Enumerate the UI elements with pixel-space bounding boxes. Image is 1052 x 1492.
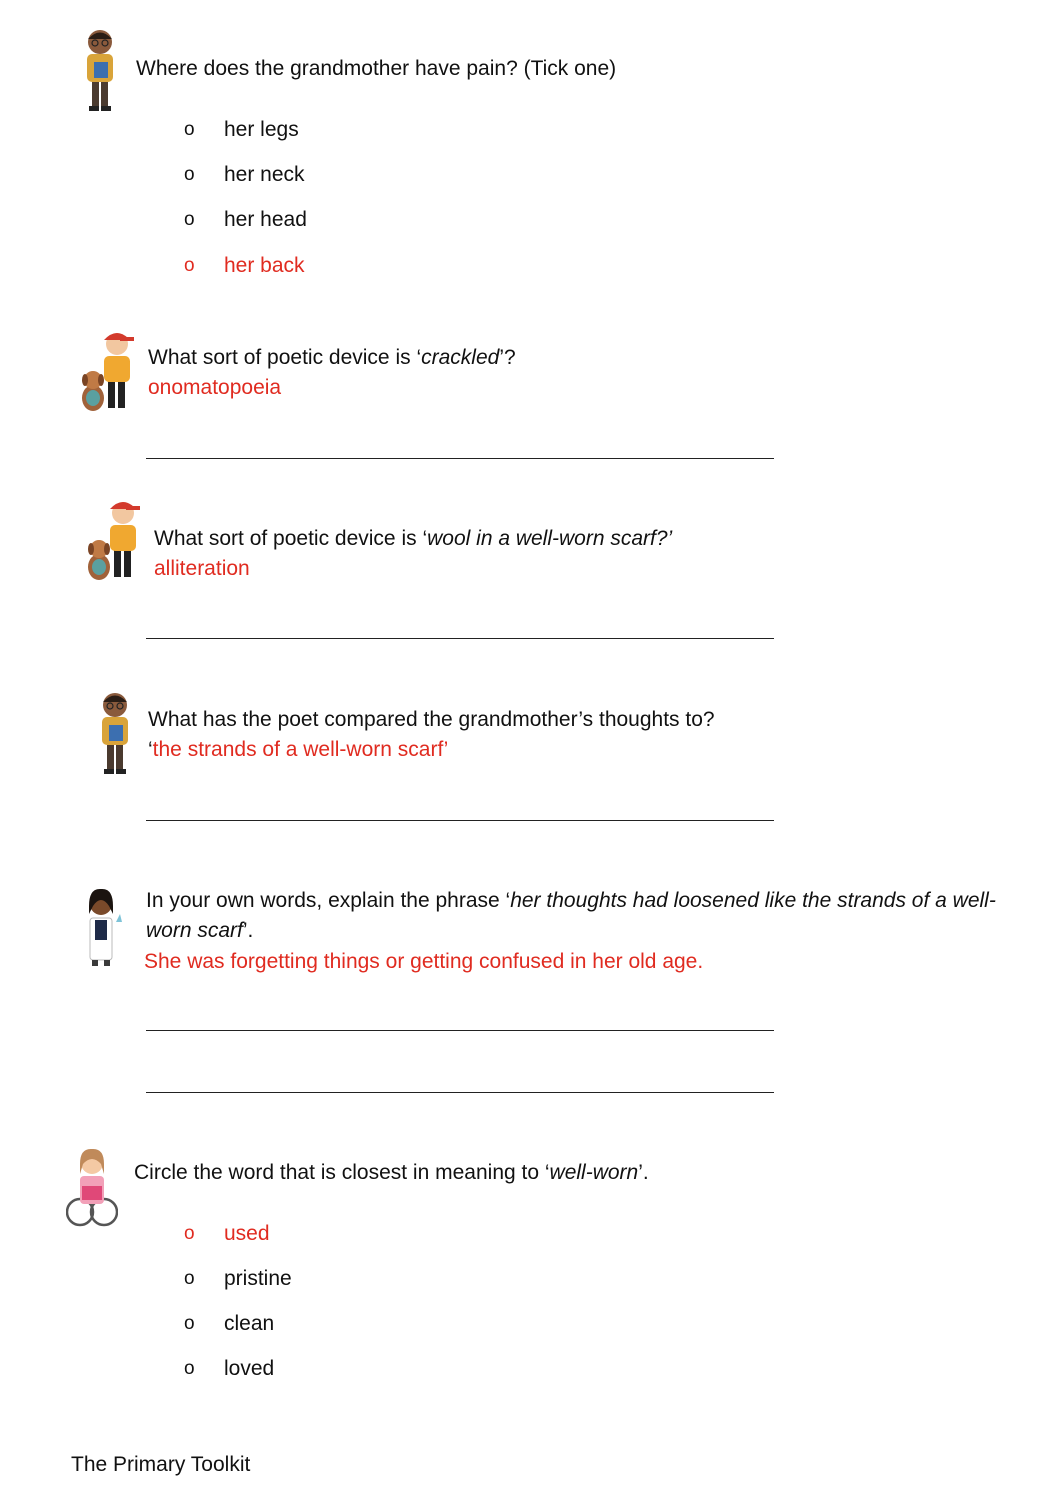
option-label: loved bbox=[224, 1357, 275, 1380]
question-5-text-pre: In your own words, explain the phrase ‘ bbox=[146, 889, 511, 912]
option-bullet: o bbox=[184, 1313, 195, 1334]
question-2-text-post: ’? bbox=[499, 346, 516, 369]
question-6-term: well-worn bbox=[549, 1161, 639, 1184]
question-4-answer bbox=[148, 735, 448, 765]
question-1-text: Where does the grandmother have pain? (Tick one) bbox=[136, 57, 617, 80]
option-label: her head bbox=[224, 208, 307, 231]
answer-quote-open: ‘ bbox=[148, 738, 153, 761]
option-label: her legs bbox=[224, 118, 299, 141]
girl-scientist-icon bbox=[78, 884, 124, 970]
option-clean[interactable] bbox=[182, 1309, 274, 1339]
answer-line[interactable] bbox=[146, 638, 774, 639]
option-label: used bbox=[224, 1222, 270, 1245]
question-2-text-pre: What sort of poetic device is ‘ bbox=[148, 346, 422, 369]
question-6-text-post: ’. bbox=[638, 1161, 649, 1184]
question-3-answer: alliteration bbox=[154, 557, 250, 580]
option-bullet: o bbox=[184, 255, 195, 276]
boy-with-dog-icon bbox=[80, 328, 136, 414]
option-pristine[interactable] bbox=[182, 1264, 292, 1294]
option-her-neck[interactable] bbox=[182, 160, 305, 190]
answer-line[interactable] bbox=[146, 820, 774, 821]
question-4-answer-text: the strands of a well-worn scarf’ bbox=[152, 738, 449, 761]
question-4-text: What has the poet compared the grandmother’s thoughts to? bbox=[148, 708, 715, 731]
question-5-text-post: ’. bbox=[242, 919, 254, 942]
option-bullet: o bbox=[184, 1358, 195, 1379]
answer-line[interactable] bbox=[146, 1092, 774, 1093]
girl-in-wheelchair-icon bbox=[66, 1146, 118, 1228]
option-bullet: o bbox=[184, 209, 195, 230]
boy-with-dog-icon bbox=[86, 497, 142, 583]
question-6-text-pre: Circle the word that is closest in meaning to ‘ bbox=[134, 1161, 550, 1184]
answer-line[interactable] bbox=[146, 458, 774, 459]
answer-line[interactable] bbox=[146, 1030, 774, 1031]
question-6-text bbox=[134, 1158, 649, 1188]
option-her-legs[interactable] bbox=[182, 115, 299, 145]
question-5-phrase: her thoughts had loosened like the strands of a well-worn scarf bbox=[146, 889, 996, 942]
question-3-text-pre: What sort of poetic device is ‘ bbox=[154, 527, 428, 550]
option-bullet: o bbox=[184, 164, 195, 185]
option-label: pristine bbox=[224, 1267, 292, 1290]
option-label: clean bbox=[224, 1312, 275, 1335]
option-loved[interactable] bbox=[182, 1354, 274, 1384]
question-5-text bbox=[146, 886, 1006, 946]
question-3-text bbox=[154, 524, 672, 554]
option-bullet: o bbox=[184, 1268, 195, 1289]
boy-with-book-icon bbox=[95, 689, 135, 779]
option-her-back[interactable] bbox=[182, 251, 305, 281]
question-2-text bbox=[148, 343, 516, 373]
option-label: her back bbox=[224, 254, 305, 277]
question-3-term: wool in a well-worn scarf?’ bbox=[427, 527, 673, 550]
option-bullet: o bbox=[184, 119, 195, 140]
option-her-head[interactable] bbox=[182, 205, 307, 235]
option-used[interactable] bbox=[182, 1219, 270, 1249]
option-label: her neck bbox=[224, 163, 305, 186]
question-2-answer: onomatopoeia bbox=[148, 376, 282, 399]
footer-text: The Primary Toolkit bbox=[71, 1453, 251, 1476]
question-2-term: crackled bbox=[421, 346, 500, 369]
question-5-answer: She was forgetting things or getting confused in her old age. bbox=[144, 950, 704, 973]
option-bullet: o bbox=[184, 1223, 195, 1244]
boy-with-book-icon bbox=[80, 26, 120, 116]
